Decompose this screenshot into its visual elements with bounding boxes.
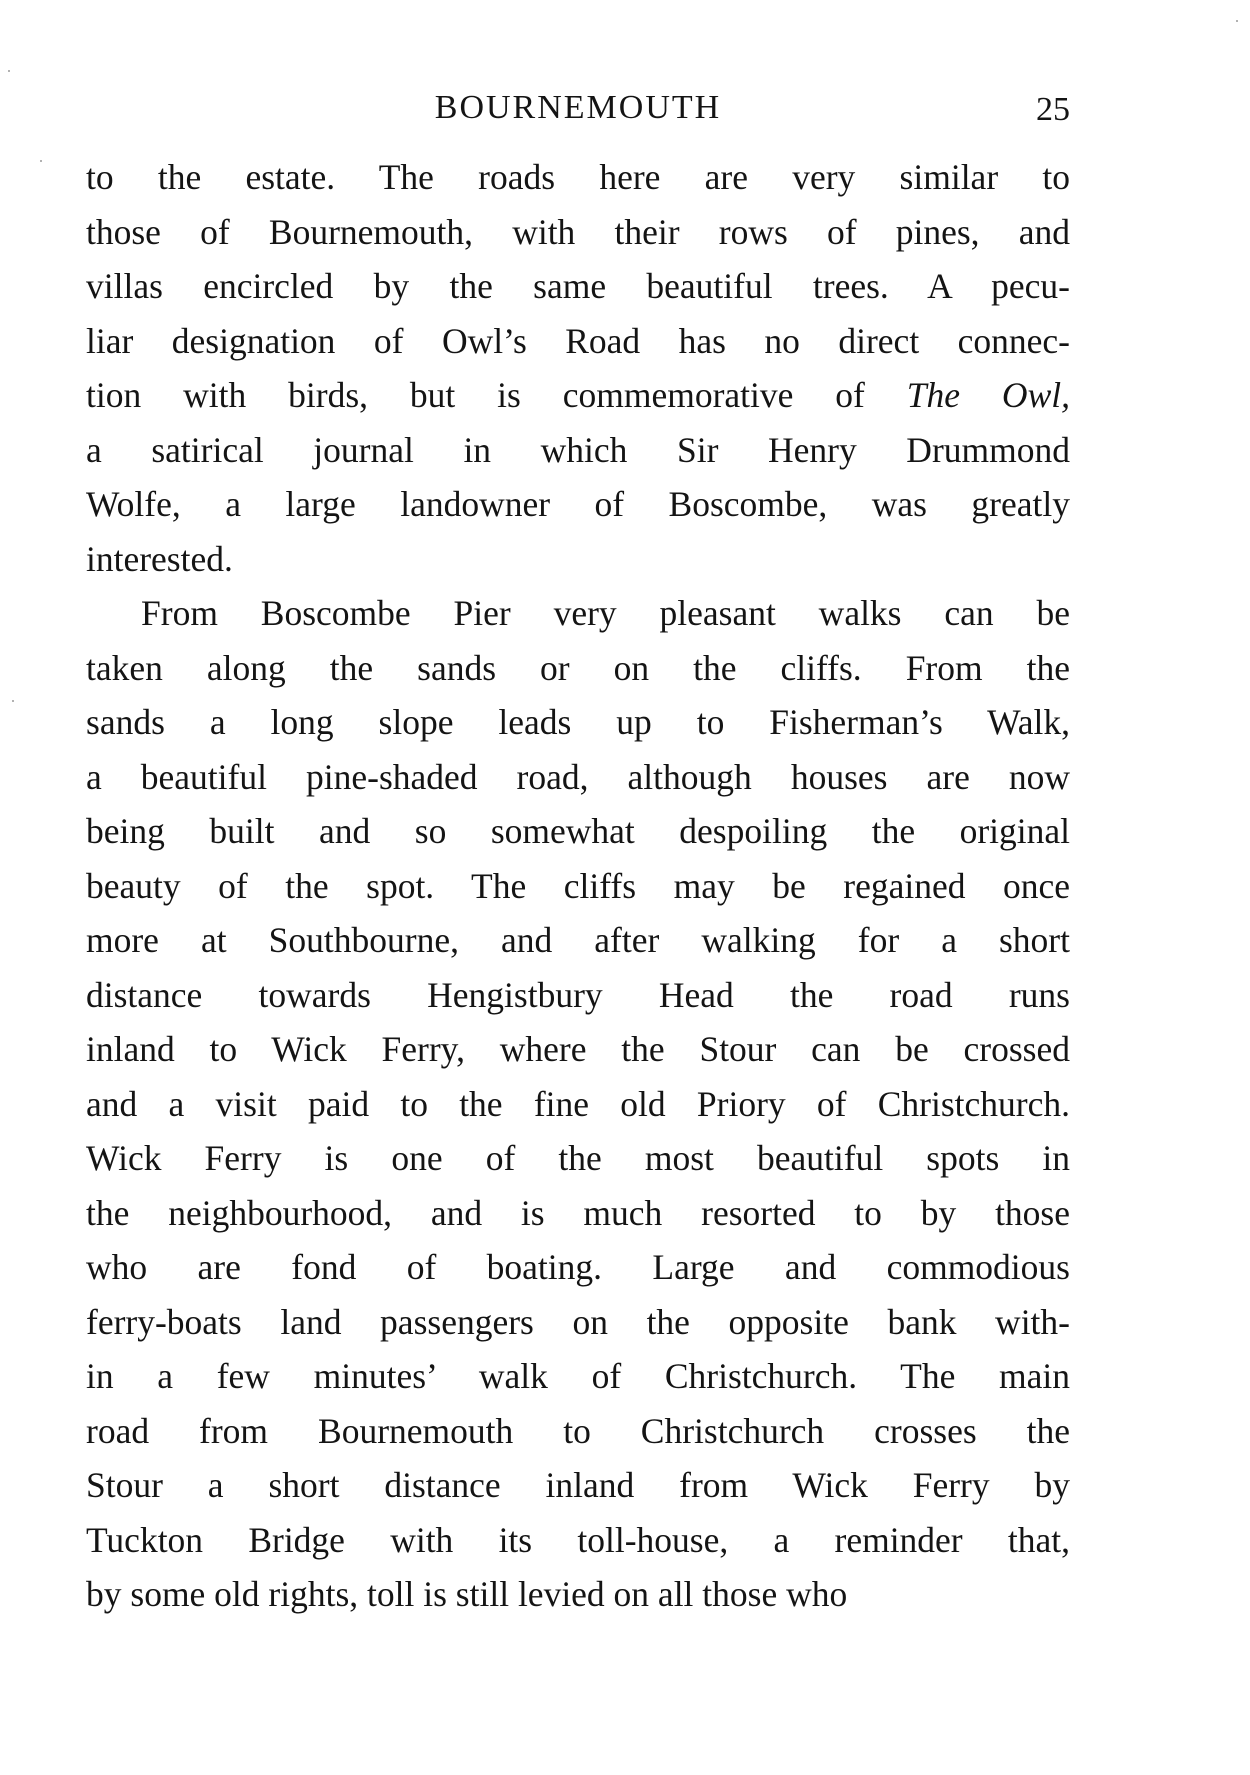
text-run: liar designation of Owl’s Road has no direct connec- — [86, 320, 1070, 361]
text-run: being built and so somewhat despoiling the original — [86, 811, 1070, 851]
print-speck — [12, 700, 14, 702]
running-head — [86, 88, 1070, 128]
text-run: Tuckton Bridge with its toll-house, a reminder that, — [86, 1519, 1070, 1560]
text-line — [86, 913, 1070, 968]
text-line — [86, 477, 1070, 532]
text-run: Stour a short distance inland from Wick Ferry by — [86, 1465, 1070, 1505]
text-run: villas encircled by the same beautiful trees. A pecu- — [86, 266, 1070, 306]
page-number: 25 — [1036, 91, 1070, 128]
text-run: those of Bournemouth, with their rows of pines, and — [86, 211, 1070, 252]
text-line — [86, 1295, 1070, 1350]
text-run: interested. — [86, 538, 233, 579]
text-run: a satirical journal in which Sir Henry Drummond — [86, 429, 1070, 470]
text-run: inland to Wick Ferry, where the Stour can be crossed — [86, 1029, 1070, 1069]
text-line — [86, 1186, 1070, 1241]
text-run: tion with birds, but is commemorative of — [86, 375, 907, 415]
running-title: BOURNEMOUTH — [434, 89, 722, 126]
print-speck — [8, 70, 10, 72]
text-line — [86, 968, 1070, 1023]
text-line — [86, 1131, 1070, 1186]
text-run: Wolfe, a large landowner of Boscombe, was greatly — [86, 484, 1070, 524]
text-run: taken along the sands or on the cliffs. From the — [86, 647, 1070, 688]
text-line — [86, 368, 1070, 423]
text-line — [86, 314, 1070, 369]
print-speck — [40, 160, 42, 162]
text-line — [86, 423, 1070, 478]
text-line — [86, 1458, 1070, 1513]
text-line — [86, 1567, 1070, 1622]
text-line — [86, 205, 1070, 260]
text-run: the neighbourhood, and is much resorted to by those — [86, 1192, 1070, 1233]
paragraph — [86, 150, 1070, 586]
text-line — [86, 1349, 1070, 1404]
text-line — [86, 1022, 1070, 1077]
text-line — [86, 859, 1070, 914]
text-run: road from Bournemouth to Christchurch crosses the — [86, 1410, 1070, 1451]
text-line — [86, 695, 1070, 750]
text-run: who are fond of boating. Large and commodious — [86, 1247, 1070, 1287]
text-run: distance towards Hengistbury Head the road runs — [86, 974, 1070, 1015]
text-run: ferry-boats land passengers on the opposite bank with- — [86, 1301, 1070, 1342]
body-text — [86, 150, 1070, 1622]
print-speck — [1236, 20, 1238, 22]
text-run: to the estate. The roads here are very similar to — [86, 157, 1070, 197]
text-run: more at Southbourne, and after walking for a short — [86, 920, 1070, 960]
italic-title: The Owl, — [906, 375, 1070, 415]
text-run: a beautiful pine-shaded road, although houses are now — [86, 756, 1070, 797]
text-line — [86, 1077, 1070, 1132]
text-line — [86, 1404, 1070, 1459]
text-run: sands a long slope leads up to Fisherman’s Walk, — [86, 702, 1070, 742]
text-line — [86, 532, 1070, 587]
text-line — [86, 1240, 1070, 1295]
text-run: and a visit paid to the fine old Priory of Christchurch. — [86, 1083, 1070, 1124]
text-line — [86, 1513, 1070, 1568]
text-line — [86, 641, 1070, 696]
text-line — [86, 259, 1070, 314]
text-run: From Boscombe Pier very pleasant walks can be — [141, 593, 1070, 633]
text-run: beauty of the spot. The cliffs may be regained once — [86, 865, 1070, 906]
text-run: by some old rights, toll is still levied on all those who — [86, 1574, 848, 1614]
paragraph — [86, 586, 1070, 1622]
text-line — [86, 804, 1070, 859]
text-run: Wick Ferry is one of the most beautiful spots in — [86, 1138, 1070, 1178]
text-line — [86, 750, 1070, 805]
text-line — [86, 586, 1070, 641]
text-run: in a few minutes’ walk of Christchurch. The main — [86, 1356, 1070, 1396]
text-line — [86, 150, 1070, 205]
